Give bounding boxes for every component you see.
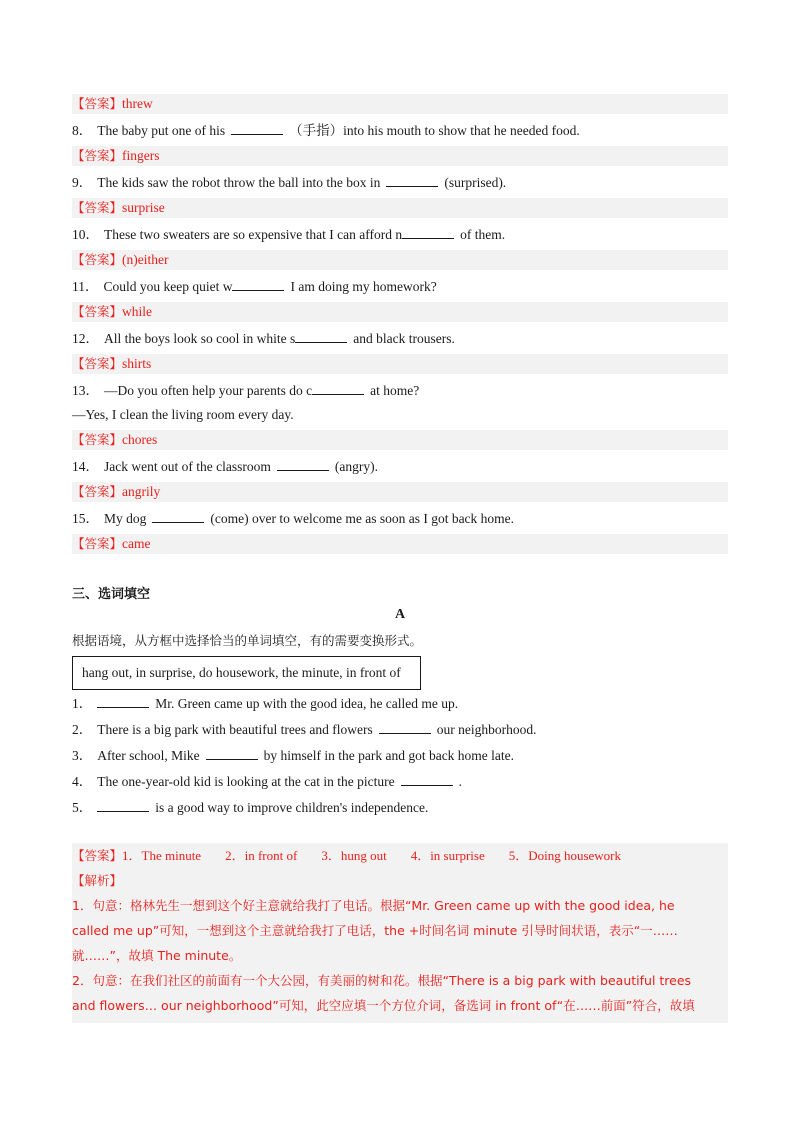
question-text: My dog [104,511,147,526]
answer-tag: 【答案】 [72,200,123,215]
word-box: hang out, in surprise, do housework, the minute, in front of [72,656,421,690]
answer-text: shirts [122,356,152,371]
answer-blank[interactable] [97,797,149,812]
question-number: 8． [72,123,93,138]
answer-blank[interactable] [277,456,329,471]
fill-answer: 1．The minute [122,848,202,863]
question-text: (angry). [334,459,378,474]
fill-item-1 [72,693,728,714]
answer-tag: 【答案】 [72,304,123,319]
answer-line [72,146,728,166]
question-text: Could you keep quiet w [103,279,233,294]
question-text: （手指）into his mouth to show that he needed food. [289,123,580,138]
answer-line [72,94,728,114]
answer-blank[interactable] [386,172,438,187]
question-text: at home? [370,383,420,398]
question-text: All the boys look so cool in white s [104,331,296,346]
question-text: The baby put one of his [97,123,226,138]
answer-tag: 【答案】 [72,148,123,163]
answer-blank[interactable] [295,328,347,343]
item-number: 5． [72,800,93,815]
question-text: These two sweaters are so expensive that I can afford n [104,227,403,242]
item-text: is a good way to improve children's independence. [155,800,429,815]
item-number: 4． [72,774,93,789]
explanation-line: 就……”，故填 The minute。 [72,948,242,963]
answer-blank[interactable] [379,719,431,734]
answer-tag: 【答案】 [72,848,123,863]
question-number: 11． [72,279,99,294]
answer-line [72,198,728,218]
question-text: of them. [460,227,506,242]
explanation-line: 2．句意：在我们社区的前面有一个大公园，有美丽的树和花。根据“There is a big park with beautiful trees [72,973,692,988]
answer-text: threw [122,96,153,111]
answer-blank[interactable] [232,276,284,291]
item-text: . [458,774,463,789]
item-text: The one-year-old kid is looking at the cat in the picture [97,774,395,789]
explanation-line: 1．句意：格林先生一想到这个好主意就给我打了电话。根据“Mr. Green came up with the good idea, he [72,898,675,913]
answer-tag: 【答案】 [72,484,123,499]
answer-tag: 【答案】 [72,252,123,267]
answer-tag: 【答案】 [72,536,123,551]
question-13-response: —Yes, I clean the living room every day. [72,407,294,422]
item-text: our neighborhood. [436,722,537,737]
question-number: 15． [72,511,99,526]
answer-blank[interactable] [206,745,258,760]
answer-line [72,250,728,270]
question-number: 13． [72,383,99,398]
answer-tag: 【答案】 [72,96,123,111]
question-11 [72,276,728,297]
answer-tag: 【答案】 [72,432,123,447]
instruction-text: 根据语境，从方框中选择恰当的单词填空，有的需要变换形式。 [72,633,423,648]
section-heading: 三、选词填空 [72,587,151,602]
question-text: The kids saw the robot throw the ball into the box in [97,175,381,190]
item-number: 3． [72,748,93,763]
question-text: Jack went out of the classroom [104,459,271,474]
question-13 [72,380,728,401]
answer-text: while [122,304,153,319]
answer-text: chores [122,432,158,447]
answer-blank[interactable] [97,693,149,708]
answer-line [72,354,728,374]
question-15 [72,508,728,529]
answer-line [72,534,728,554]
answer-blank[interactable] [312,380,364,395]
answer-explanation-block [72,843,728,1023]
answer-line [72,482,728,502]
explanation-line: and flowers… our neighborhood”可知，此空应填一个方位介词，备选词 in front of“在……前面”符合，故填 [72,998,695,1013]
answer-blank[interactable] [152,508,204,523]
item-number: 1． [72,696,93,711]
answer-text: fingers [122,148,160,163]
question-number: 12． [72,331,99,346]
analysis-tag: 【解析】 [72,873,123,888]
question-8 [72,120,728,141]
fill-answers-row [72,843,728,868]
question-text: —Do you often help your parents do c [104,383,313,398]
answer-line [72,302,728,322]
item-text: There is a big park with beautiful trees and flowers [97,722,373,737]
item-text: Mr. Green came up with the good idea, he called me up. [155,696,459,711]
answer-tag: 【答案】 [72,356,123,371]
fill-item-2 [72,719,728,740]
fill-item-5 [72,797,728,818]
question-9 [72,172,728,193]
question-text: I am doing my homework? [290,279,437,294]
answer-text: surprise [122,200,165,215]
answer-blank[interactable] [402,224,454,239]
explanation-line: called me up”可知，一想到这个主意就给我打了电话，the +时间名词 minute 引导时间状语，表示“一…… [72,923,678,938]
answer-blank[interactable] [401,771,453,786]
question-text: (surprised). [444,175,507,190]
answer-blank[interactable] [231,120,283,135]
fill-answer: 3．hung out [321,848,387,863]
fill-answer: 5．Doing housework [508,848,622,863]
question-10 [72,224,728,245]
question-12 [72,328,728,349]
question-14 [72,456,728,477]
fill-item-3 [72,745,728,766]
part-label: A [394,607,406,622]
question-text: (come) over to welcome me as soon as I got back home. [210,511,515,526]
item-number: 2． [72,722,93,737]
question-number: 10． [72,227,99,242]
question-number: 9． [72,175,93,190]
item-text: After school, Mike [97,748,200,763]
item-text: by himself in the park and got back home late. [263,748,515,763]
question-text: and black trousers. [353,331,455,346]
answer-text: (n)either [122,252,169,267]
fill-item-4 [72,771,728,792]
fill-answer: 2．in front of [225,848,298,863]
answer-line [72,430,728,450]
fill-answer: 4．in surprise [410,848,485,863]
answer-text: came [122,536,151,551]
answer-text: angrily [122,484,161,499]
question-number: 14． [72,459,99,474]
